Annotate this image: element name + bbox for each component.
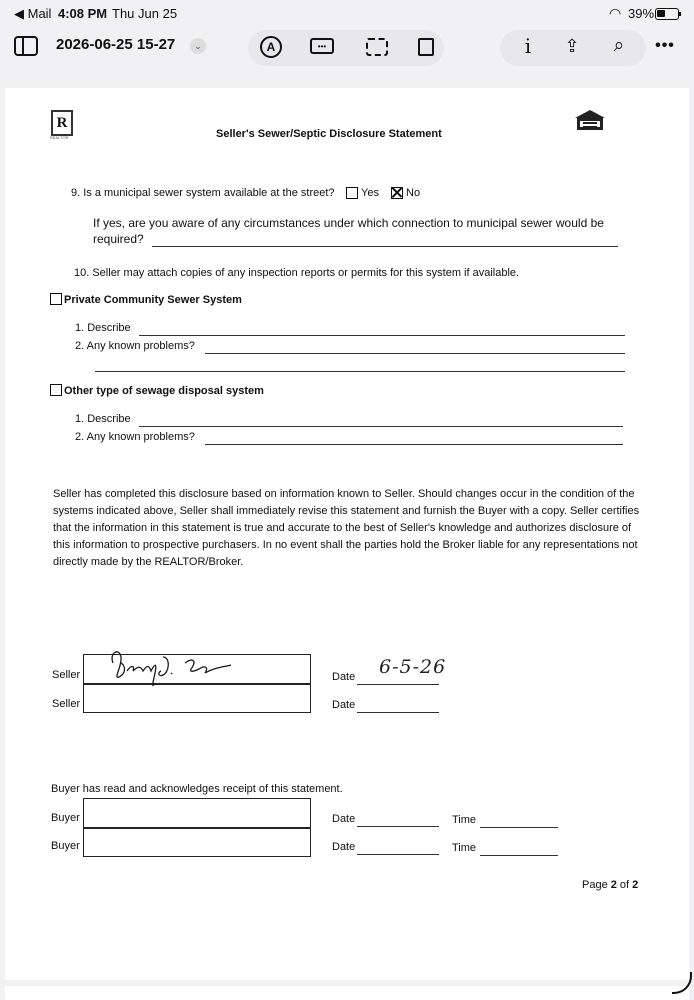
page-prefix: Page (582, 879, 611, 891)
realtor-logo-caption: REALTOR (50, 135, 69, 140)
buyer-2-label: Buyer (51, 840, 80, 852)
private-describe-label: 1. Describe (75, 322, 131, 334)
wifi-icon: ◠ (609, 5, 622, 21)
seller-1-date-label: Date (332, 671, 356, 683)
seller-1-label: Seller (52, 669, 81, 681)
other-describe-label: 1. Describe (75, 413, 131, 425)
document-title[interactable]: 2026-06-25 15-27 (56, 36, 176, 53)
yes-checkbox[interactable] (346, 187, 358, 199)
seller-2-date-line[interactable] (357, 712, 439, 713)
status-bar (0, 0, 694, 26)
markup-icon[interactable]: A (260, 36, 282, 58)
private-problems-line[interactable] (205, 353, 625, 354)
private-problems-line-2[interactable] (95, 371, 625, 372)
seller-2-label: Seller (52, 698, 81, 710)
seller-1-date-value: 6-5-26 (379, 656, 447, 678)
buyer-2-time-line[interactable] (480, 855, 558, 856)
document-toolbar (0, 26, 694, 74)
question-10-text: 10. Seller may attach copies of any inspection reports or permits for this system if available. (74, 267, 520, 279)
share-icon[interactable]: ⇪ (564, 35, 580, 56)
buyer-acknowledgement: Buyer has read and acknowledges receipt of this statement. (51, 783, 343, 795)
buyer-2-date-label: Date (332, 841, 356, 853)
page-number (582, 878, 638, 892)
seller-2-signature-box[interactable] (83, 684, 311, 713)
buyer-1-time-line[interactable] (480, 827, 558, 828)
buyer-1-time-label: Time (452, 814, 477, 826)
pdf-page (5, 88, 689, 980)
buyer-1-date-label: Date (332, 813, 356, 825)
page-curl-icon[interactable] (672, 972, 692, 994)
other-problems-line[interactable] (205, 444, 623, 445)
select-icon[interactable] (366, 38, 388, 56)
status-time: 4:08 PM (58, 6, 108, 21)
private-problems-label: 2. Any known problems? (75, 340, 195, 352)
other-system-checkbox[interactable] (50, 384, 62, 396)
more-icon[interactable]: ••• (655, 37, 675, 54)
equal-housing-logo (573, 110, 607, 136)
no-label: No (406, 187, 421, 199)
buyer-1-date-line[interactable] (357, 826, 439, 827)
buyer-2-date-line[interactable] (357, 854, 439, 855)
page-current: 2 (610, 879, 617, 891)
private-describe-line[interactable] (139, 335, 625, 336)
other-problems-label: 2. Any known problems? (75, 431, 195, 443)
textbox-icon[interactable]: ••• (310, 38, 334, 54)
chevron-down-icon[interactable]: ⌄ (190, 38, 206, 54)
question-9-followup-line1: If yes, are you aware of any circumstances under which connection to municipal sewer would be (93, 216, 604, 230)
buyer-1-signature-box[interactable] (83, 798, 311, 828)
info-icon[interactable]: i (524, 34, 532, 58)
battery-percent: 39% (628, 6, 655, 21)
buyer-2-signature-box[interactable] (83, 828, 311, 857)
search-icon[interactable]: ⌕ (613, 35, 625, 56)
seller-2-date-label: Date (332, 699, 356, 711)
disclosure-paragraph: Seller has completed this disclosure based on information known to Seller. Should changes occur in the condition of the systems indicated above, Seller shall immediately revise this statement and furnish the Buyer with a copy. Seller certifies that the information in this statement is true and accurate to the best of Seller's knowledge and authorizes disclosure of this information to prospective purchasers. In no event shall the parties hold the Broker liable for any representations not directly made by the REALTOR/Broker. (53, 488, 640, 568)
yes-label: Yes (361, 187, 379, 199)
question-9-label: 9. Is a municipal sewer system available at the street? (71, 187, 335, 199)
sidebar-icon[interactable] (14, 36, 38, 56)
page-total: 2 (632, 879, 639, 891)
buyer-2-time-label: Time (452, 842, 477, 854)
question-9-followup-line2: required? (93, 232, 144, 246)
other-system-heading: Other type of sewage disposal system (64, 385, 264, 397)
seller-1-date-line[interactable] (357, 684, 439, 685)
back-to-mail-link[interactable]: ◀ Mail (14, 6, 52, 21)
realtor-logo: R (51, 110, 73, 136)
page-mid: of (616, 879, 633, 891)
followup-answer-line[interactable] (152, 246, 618, 247)
no-checkbox[interactable] (391, 187, 403, 199)
next-page-edge (5, 986, 689, 1000)
private-community-heading: Private Community Sewer System (64, 294, 242, 306)
buyer-1-label: Buyer (51, 812, 80, 824)
rotate-icon[interactable] (418, 38, 434, 56)
private-community-checkbox[interactable] (50, 293, 62, 305)
form-title: Seller's Sewer/Septic Disclosure Statement (216, 128, 442, 140)
status-date: Thu Jun 25 (112, 6, 178, 21)
other-describe-line[interactable] (139, 426, 623, 427)
battery-icon (655, 8, 679, 20)
